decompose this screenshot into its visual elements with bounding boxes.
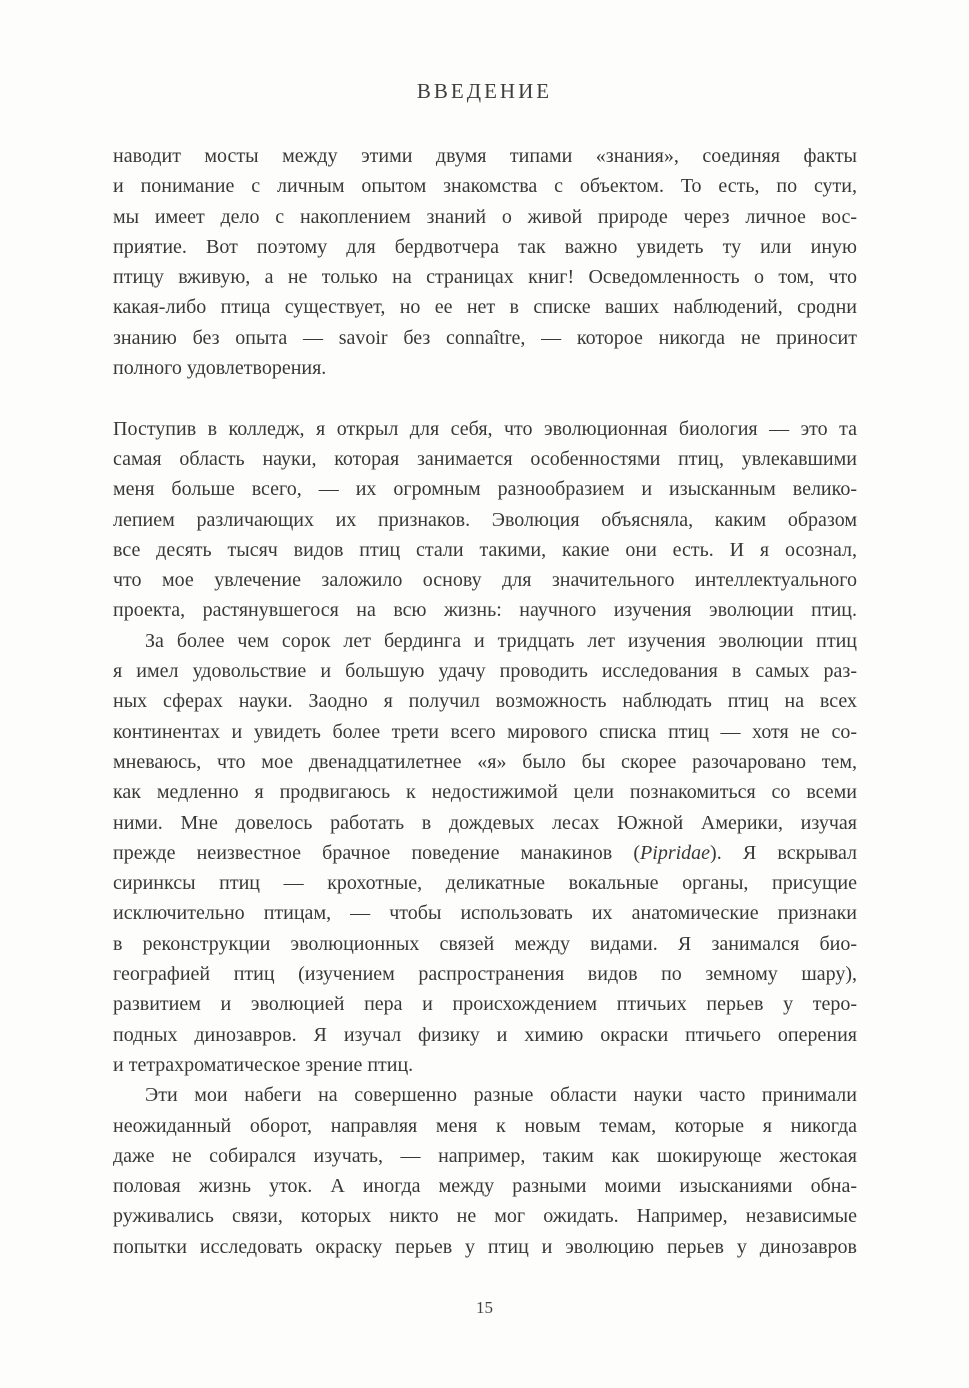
paragraph [113,414,857,626]
text-line: и тетрахроматическое зрение птиц. [113,1053,414,1076]
text-line: неожиданный оборот, направляя меня к новым темам, которые я никогда [113,1114,857,1137]
body-text [113,141,857,1262]
text-line: попытки исследовать окраску перьев у птиц и эволюцию перьев у динозавров [113,1235,857,1258]
text-line: прежде неизвестное брачное поведение манакинов (Pipridae). Я вскрывал [113,841,857,864]
text-line: все десять тысяч видов птиц стали такими, какие они есть. И я осознал, [113,538,857,561]
paragraph [113,1080,857,1262]
text-line: лепием различающих их признаков. Эволюция объясняла, каким образом [113,508,857,531]
text-line: проекта, растянувшегося на всю жизнь: научного изучения эволюции птиц. [113,599,857,622]
chapter-title: ВВЕДЕНИЕ [416,79,553,103]
text-line: Поступив в колледж, я открыл для себя, что эволюционная биология — это та [113,417,857,440]
text-line: как медленно я продвигаюсь к недостижимой цели познакомиться со всеми [113,781,857,804]
text-line: исключительно птицам, — чтобы использовать их анатомические признаки [113,902,857,925]
text-line: знанию без опыта — savoir без connaître, — которое никогда не приносит [113,326,857,349]
text-line: развитием и эволюцией пера и происхождением птичьих перьев у теро- [113,993,857,1016]
text-line: За более чем сорок лет бердинга и тридцать лет изучения эволюции птиц [145,629,857,652]
text-line: подных динозавров. Я изучал физику и химию окраски птичьего оперения [113,1023,857,1046]
text-line: птицу вживую, а не только на страницах книг! Осведомленность о том, что [113,266,857,289]
text-line: приятие. Вот поэтому для бердвотчера так важно увидеть ту или иную [113,235,857,258]
paragraph [113,626,857,1080]
page-number: 15 [476,1298,493,1317]
text-line: половая жизнь уток. А иногда между разными моими изысканиями обна- [113,1175,857,1198]
text-line: мневаюсь, что мое двенадцатилетнее «я» было бы скорее разочаровано тем, [113,750,857,773]
text-line: руживались связи, которых никто не мог ожидать. Например, независимые [113,1205,857,1228]
text-line: ними. Мне довелось работать в дождевых лесах Южной Америки, изучая [113,811,857,834]
text-line: Эти мои набеги на совершенно разные области науки часто принимали [145,1084,857,1107]
text-line: меня больше всего, — их огромным разнообразием и изысканным велико- [113,478,857,501]
text-line: в реконструкции эволюционных связей между видами. Я занимался био- [113,932,857,955]
text-line: я имел удовольствие и большую удачу проводить исследования в самых раз- [113,660,857,683]
text-line: наводит мосты между этими двумя типами «знания», соединяя факты [113,145,857,167]
text-line: самая область науки, которая занимается особенностями птиц, увлекавшими [113,447,857,470]
text-line: географией птиц (изучением распространения видов по земному шару), [113,963,857,986]
text-line: и понимание с личным опытом знакомства с объектом. То есть, по сути, [113,175,857,198]
text-line: что мое увлечение заложило основу для значительного интеллектуального [113,569,857,592]
text-line: континентах и увидеть более трети всего мирового списка птиц — хотя не со- [113,720,857,743]
text-line: полного удовлетворения. [113,357,327,380]
text-line: ных сферах науки. Заодно я получил возможность наблюдать птиц на всех [113,690,857,713]
text-line: сиринксы птиц — крохотные, деликатные вокальные органы, присущие [113,872,857,895]
text-line: мы имеет дело с накоплением знаний о живой природе через личное вос- [113,205,857,228]
text-line: даже не собирался изучать, — например, таким как шокирующе жестокая [113,1144,857,1167]
text-line: какая-либо птица существует, но ее нет в списке ваших наблюдений, сродни [113,296,857,319]
paragraph [113,141,857,383]
